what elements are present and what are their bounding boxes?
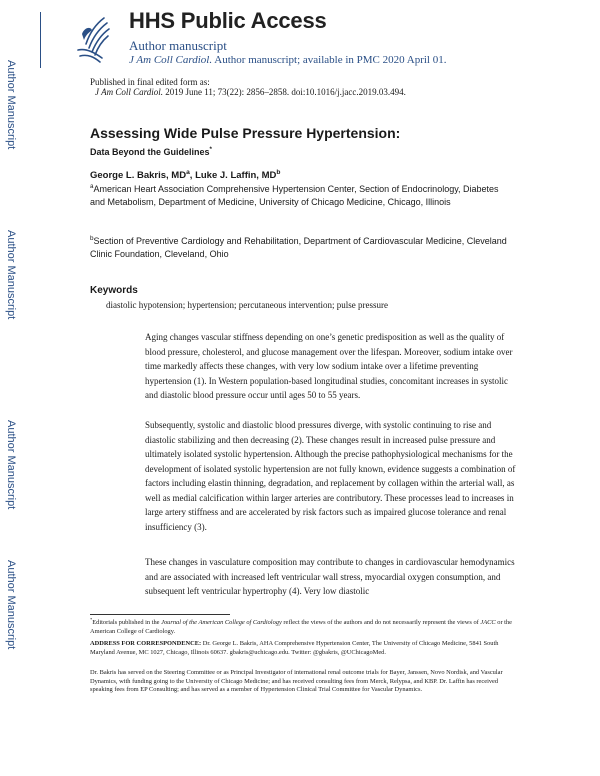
- correspondence-text: Dr. George L. Bakris, AHA Comprehensive Hypertension Center, The University of Chicago Medicine, 5841 South Maryland Avenue, MC 1027, Chicago, Illinois 60637. gbakris@uchicago.edu. Twitter: @gbakris, @UChicagoMed.: [90, 640, 499, 656]
- affiliation-mark: b: [90, 235, 94, 242]
- availability-text: Author manuscript; available in PMC 2020 April 01.: [214, 54, 447, 66]
- affiliation-text: American Heart Association Comprehensive Hypertension Center, Section of Endocrinology, Diabetes and Metabolism, Department of Medicine, University of Chicago Medicine, Chicago, Illinois: [90, 184, 499, 207]
- author-name: Luke J. Laffin, MD: [195, 170, 277, 181]
- hhs-public-access-title: HHS Public Access: [129, 8, 327, 33]
- side-label-author-manuscript: Author Manuscript: [5, 420, 17, 510]
- body-paragraph: [145, 555, 517, 599]
- keywords-heading: Keywords: [90, 285, 138, 296]
- author-affiliation-mark: b: [276, 168, 281, 176]
- body-paragraph: [145, 418, 517, 534]
- correspondence-footnote: [90, 640, 515, 657]
- side-label-author-manuscript: Author Manuscript: [5, 560, 17, 650]
- article-subtitle: [90, 147, 212, 157]
- side-label-author-manuscript: Author Manuscript: [5, 60, 17, 150]
- availability-note: [129, 54, 446, 66]
- paragraph-text: Aging changes vascular stiffness depending on one’s genetic predisposition as well as the quality of blood pressure, cholesterol, and glucose management over the lifespan. Moreover, sodium intake over time markedly affects these changes, with very low sodium intake over a lifetime preventing hypertension (1). In Western population-based longitudinal studies, concomitant increases in systolic and diastolic blood pressure occur until ages 50 to 55 years.: [145, 332, 513, 400]
- citation-details: 2019 June 11; 73(22): 2856–2858. doi:10.1016/j.jacc.2019.03.494.: [165, 87, 406, 97]
- author-affiliation-mark: a: [186, 168, 190, 176]
- footnote-mark: *: [90, 616, 93, 622]
- citation: [95, 87, 406, 97]
- footnote-text: Editorials published in the: [92, 619, 162, 626]
- author-list: [90, 170, 280, 181]
- body-paragraph: [145, 330, 517, 403]
- footnote-journal: Journal of the American College of Cardiology: [161, 619, 282, 626]
- author-separator: ,: [189, 170, 196, 181]
- author-name: George L. Bakris, MD: [90, 170, 187, 181]
- affiliation-mark: a: [90, 183, 94, 190]
- footnote-jacc: JACC: [480, 619, 496, 626]
- footnote-text: reflect the views of the authors and do not necessarily represent the views of: [281, 619, 481, 626]
- header-divider: [40, 12, 41, 68]
- article-title: Assessing Wide Pulse Pressure Hypertension:: [90, 125, 401, 141]
- editorial-footnote: [90, 616, 515, 636]
- footnote-text: or the American College of Cardiology.: [90, 619, 512, 635]
- author-manuscript-label: Author manuscript: [129, 38, 227, 53]
- affiliation-text: Section of Preventive Cardiology and Rehabilitation, Department of Cardiovascular Medicine, Cleveland Clinic Foundation, Cleveland, Ohio: [90, 236, 507, 259]
- subtitle-footnote-mark: *: [209, 146, 212, 153]
- subtitle-text: Data Beyond the Guidelines: [90, 147, 210, 157]
- keywords-list: diastolic hypotension; hypertension; percutaneous intervention; pulse pressure: [106, 300, 388, 310]
- published-note: Published in final edited form as:: [90, 77, 210, 87]
- paragraph-text: These changes in vasculature composition may contribute to changes in cardiovascular hemodynamics and are associated with increased left ventricular wall stress, myocardial oxygen consumption, and subsequent left ventricular hypertrophy (4). Very low diastolic: [145, 557, 515, 596]
- paragraph-text: Subsequently, systolic and diastolic blood pressures diverge, with systolic continuing to rise and diastolic stabilizing and then decreasing (2). These changes result in increased pulse pressure and ultimately isolated systolic hypertension. Although the precise pathophysiological mechanisms for the development of isolated systolic hypertension are not fully known, evidence suggests a combination of factors including elastin thinning, degradation, and replacement by collagen within the arterial wall, as well as medial calcification within larger arteries are contributory. These processes lead to increases in large artery stiffness and are accelerated by risk factors such as impaired glucose tolerance and renal insufficiency (3).: [145, 420, 516, 532]
- affiliation: [90, 183, 510, 209]
- footnote-divider: [90, 614, 230, 615]
- affiliation: [90, 235, 510, 261]
- correspondence-label: ADDRESS FOR CORRESPONDENCE:: [90, 640, 202, 647]
- citation-journal: J Am Coll Cardiol.: [95, 87, 164, 97]
- disclosure-footnote: Dr. Bakris has served on the Steering Committee or as Principal Investigator of international renal outcome trials for Bayer, Janssen, Novo Nordisk, and Vascular Dynamics, with funding going to the University of Chicago Medicine; and has received consulting fees from Merck, Relypsa, and KBP. Dr. Laffin has received speaking fees from EP Consulting; and has served as a member of Hypertension Clinical Trial Committee for Vascular Dynamics.: [90, 669, 503, 694]
- journal-abbrev: J Am Coll Cardiol.: [129, 54, 213, 66]
- hhs-eagle-logo: [74, 14, 112, 64]
- side-label-author-manuscript: Author Manuscript: [5, 230, 17, 320]
